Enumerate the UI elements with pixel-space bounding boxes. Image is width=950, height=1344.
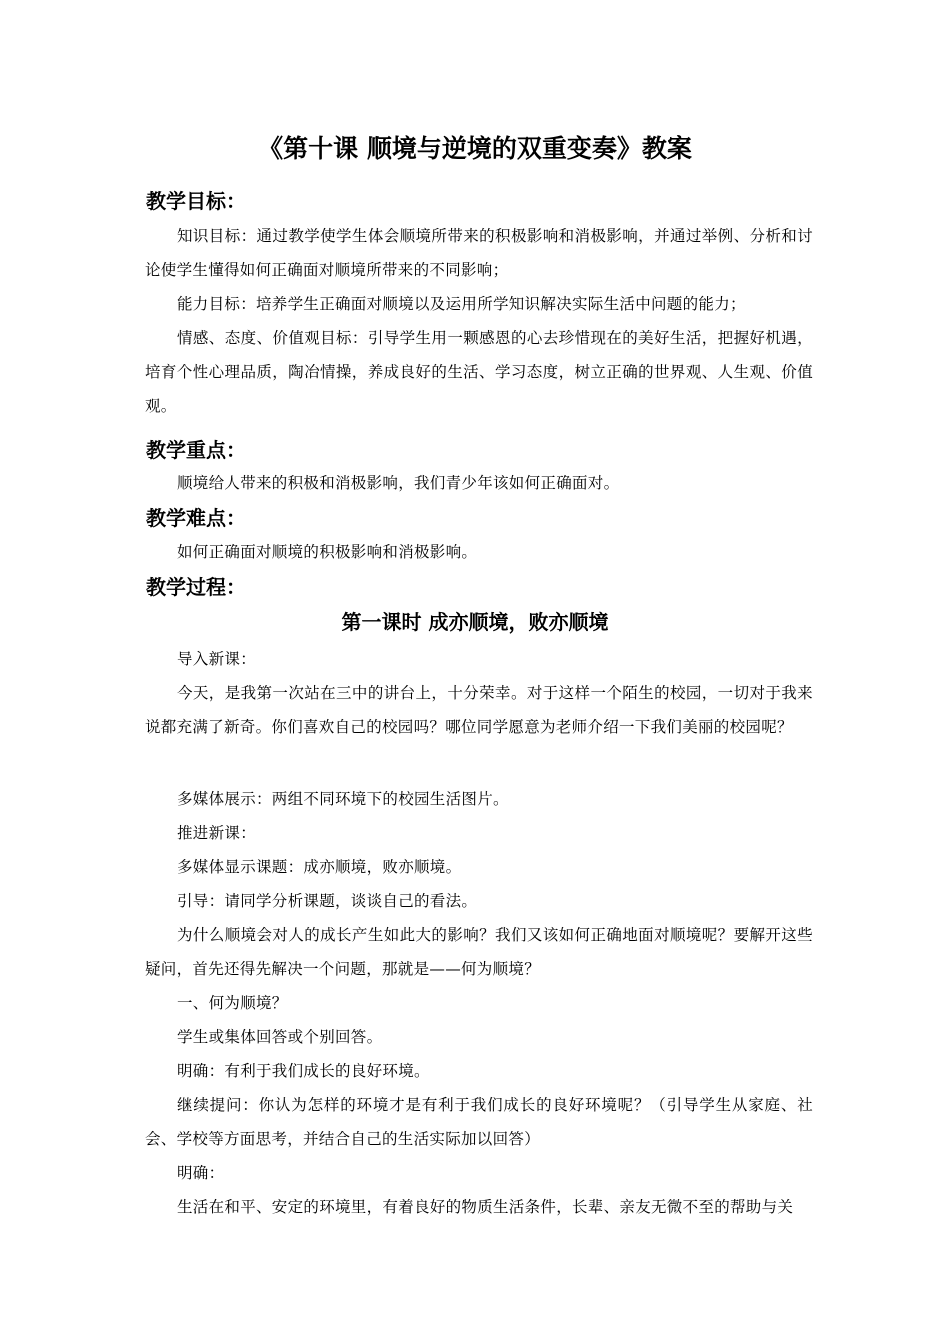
living-conditions-text: 生活在和平、安定的环境里，有着良好的物质生活条件，长辈、亲友无微不至的帮助与关: [177, 1198, 794, 1216]
key-points-heading: 教学重点：: [146, 438, 246, 462]
difficulties-text: 如何正确面对顺境的积极影响和消极影响。: [177, 543, 478, 561]
media-topic-text: 多媒体显示课题：成亦顺境，败亦顺境。: [177, 858, 462, 876]
objectives-heading: 教学目标：: [146, 189, 246, 213]
knowledge-objective: 知识目标：通过教学使学生体会顺境所带来的积极影响和消极影响，并通过举例、分析和讨论使学生懂得如何正确面对顺境所带来的不同影响；: [145, 227, 813, 279]
intro-text: 今天，是我第一次站在三中的讲台上，十分荣幸。对于这样一个陌生的校园，一切对于我来说都充满了新奇。你们喜欢自己的校园吗？哪位同学愿意为老师介绍一下我们美丽的校园呢？: [145, 684, 813, 736]
intro-label: 导入新课：: [177, 650, 257, 668]
clarify-label: 明确：: [177, 1164, 225, 1182]
guide-text: 引导：请同学分析课题，谈谈自己的看法。: [177, 892, 478, 910]
media-show-text: 多媒体展示：两组不同环境下的校园生活图片。: [177, 790, 509, 808]
emotion-objective: 情感、态度、价值观目标：引导学生用一颗感恩的心去珍惜现在的美好生活，把握好机遇，培育个性心理品质，陶冶情操，养成良好的生活、学习态度，树立正确的世界观、人生观、价值观。: [145, 329, 813, 415]
question-paragraph: 为什么顺境会对人的成长产生如此大的影响？我们又该如何正确地面对顺境呢？要解开这些疑问，首先还得先解决一个问题，那就是——何为顺境？: [145, 926, 813, 978]
lesson-title: 第一课时 成亦顺境，败亦顺境: [341, 610, 609, 634]
student-answer-text: 学生或集体回答或个别回答。: [177, 1028, 383, 1046]
key-points-text: 顺境给人带来的积极和消极影响，我们青少年该如何正确面对。: [177, 474, 620, 492]
document-title: 《第十课 顺境与逆境的双重变奏》教案: [258, 134, 692, 163]
follow-up-question: 继续提问：你认为怎样的环境才是有利于我们成长的良好环境呢？（引导学生从家庭、社会、学校等方面思考，并结合自己的生活实际加以回答）: [145, 1096, 813, 1148]
difficulties-heading: 教学难点：: [146, 506, 246, 530]
advance-label: 推进新课：: [177, 824, 257, 842]
part-one-heading: 一、何为顺境？: [177, 994, 288, 1012]
clarify-text-1: 明确：有利于我们成长的良好环境。: [177, 1062, 430, 1080]
ability-objective: 能力目标：培养学生正确面对顺境以及运用所学知识解决实际生活中问题的能力；: [177, 295, 746, 313]
process-heading: 教学过程：: [146, 575, 246, 599]
